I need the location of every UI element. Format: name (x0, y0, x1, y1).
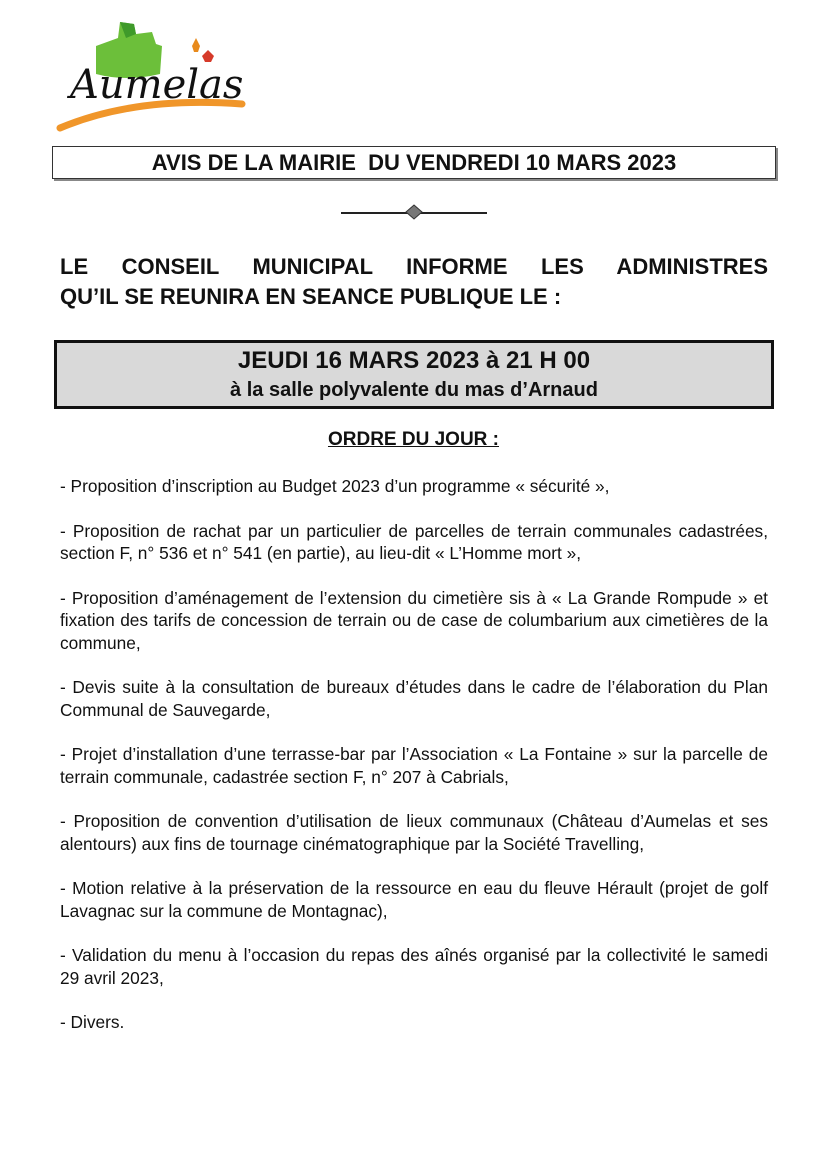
agenda-list (60, 475, 768, 1056)
agenda-item: - Devis suite à la consultation de bureaux d’études dans le cadre de l’élaboration du Plan Communal de Sauvegarde, (60, 677, 768, 720)
meeting-date: JEUDI 16 MARS 2023 à 21 H 00 (237, 347, 591, 374)
notice-title-text: AVIS DE LA MAIRIE DU VENDREDI 10 MARS 2023 (151, 150, 677, 175)
agenda-item: - Proposition de rachat par un particulier de parcelles de terrain communales cadastrées, section F, n° 536 et n° 541 (en partie), au lieu-dit « L’Homme mort », (60, 520, 768, 563)
agenda-item: - Projet d’installation d’une terrasse-bar par l’Association « La Fontaine » sur la parcelle de terrain communale, cadastrée section F, n° 207 à Cabrials, (60, 744, 768, 787)
agenda-item: - Proposition d’aménagement de l’extension du cimetière sis à « La Grande Rompude » et fixation des tarifs de concession de terrain ou de case de columbarium aux cimetières de la commune, (60, 587, 768, 653)
aumelas-logo (56, 16, 248, 132)
ornament-divider (341, 204, 487, 220)
agenda-item: - Proposition d’inscription au Budget 2023 d’un programme « sécurité », (60, 476, 610, 496)
agenda-item: - Proposition de convention d’utilisation de lieux communaux (Château d’Aumelas et ses alentours) aux fins de tournage cinématographique par la Société Travelling, (60, 811, 768, 854)
svg-text:Aumelas: Aumelas (70, 62, 244, 108)
meeting-box (54, 340, 774, 409)
agenda-item: - Divers. (60, 1012, 125, 1032)
council-announcement (60, 252, 768, 312)
agenda-item: - Motion relative à la préservation de la ressource en eau du fleuve Hérault (projet de golf Lavagnac sur la commune de Montagnac), (60, 878, 768, 921)
announcement-line-2: QU’IL SE REUNIRA EN SEANCE PUBLIQUE LE : (60, 284, 562, 309)
announcement-line-1: LE CONSEIL MUNICIPAL INFORME LES ADMINISTRES (60, 254, 768, 279)
notice-title (52, 146, 776, 179)
agenda-item: - Validation du menu à l’occasion du repas des aînés organisé par la collectivité le samedi 29 avril 2023, (60, 945, 768, 988)
meeting-place: à la salle polyvalente du mas d’Arnaud (230, 379, 598, 401)
agenda-title: ORDRE DU JOUR : (327, 429, 499, 450)
